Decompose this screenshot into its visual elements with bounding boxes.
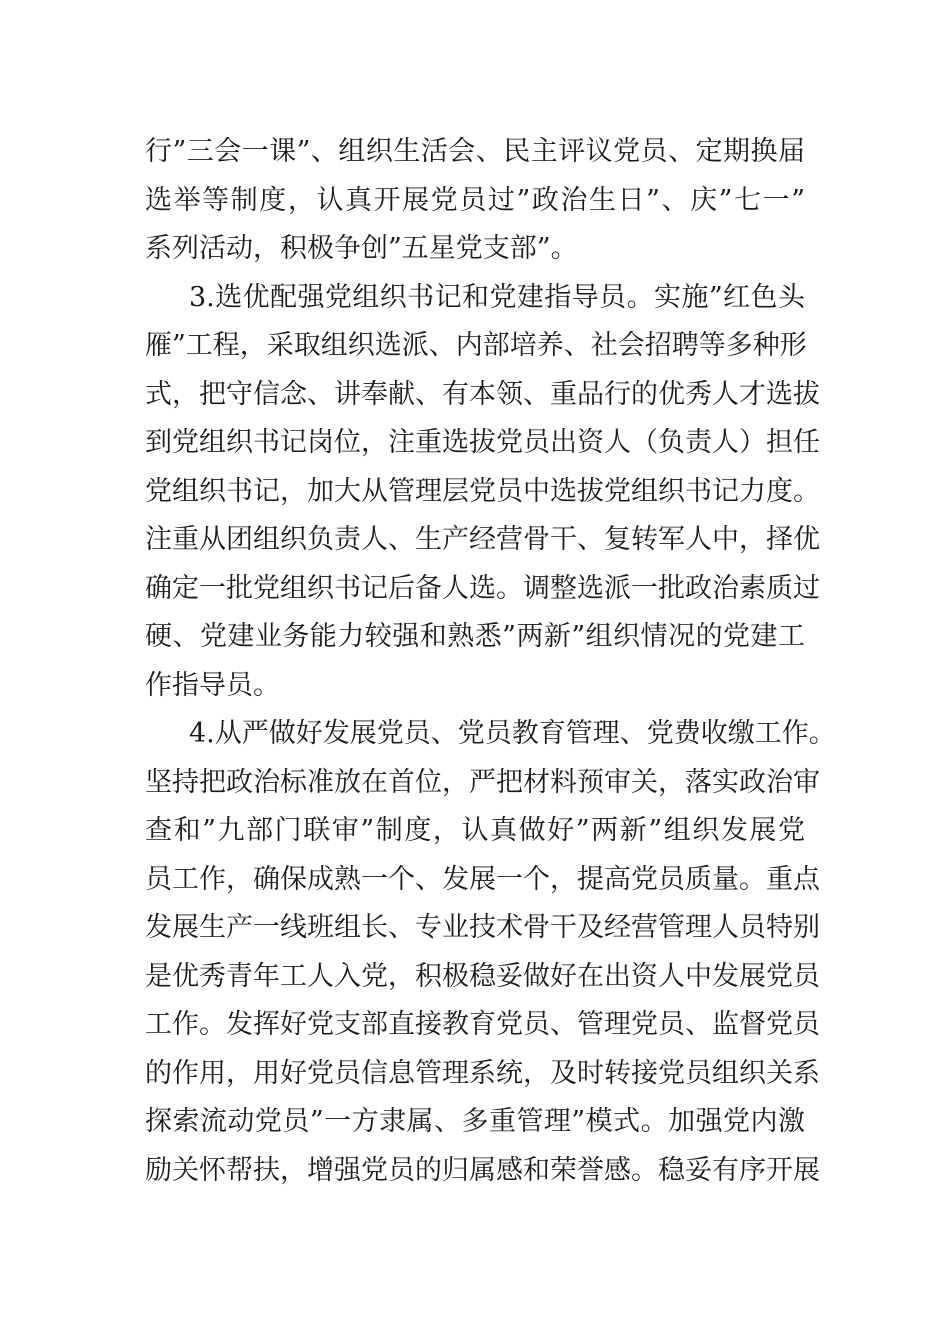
- paragraph-3-line-3: 查和”九部门联审”制度，认真做好”两新”组织发展党: [145, 815, 805, 846]
- paragraph-2-line-8: 硬、党建业务能力较强和熟悉”两新”组织情况的党建工: [145, 621, 805, 652]
- paragraph-2-line-9: 作指导员。: [145, 669, 280, 701]
- paragraph-3-line-8: 的作用，用好党员信息管理系统，及时转接党员组织关系: [145, 1057, 820, 1089]
- paragraph-2-line-2: 雁”工程，采取组织选派、内部培养、社会招聘等多种形: [145, 330, 807, 361]
- paragraph-1-line-1: 行”三会一课”、组织生活会、民主评议党员、定期换届: [145, 136, 805, 167]
- paragraph-2-line-4: 到党组织书记岗位，注重选拔党员出资人（负责人）担任: [145, 427, 820, 458]
- paragraph-1-line-3: 系列活动，积极争创”五星党支部”。: [145, 233, 578, 264]
- paragraph-1-line-2: 选举等制度，认真开展党员过”政治生日”、庆”七一”: [145, 184, 805, 216]
- paragraph-3-line-5: 发展生产一线班组长、专业技术骨干及经营管理人员特别: [145, 912, 820, 943]
- paragraph-3-line-1: 4.从严做好发展党员、党员教育管理、党费收缴工作。: [189, 718, 836, 749]
- paragraph-2-line-7: 确定一批党组织书记后备人选。调整选派一批政治素质过: [145, 572, 820, 604]
- body-text: [145, 128, 836, 1195]
- paragraph-3-line-4: 员工作，确保成熟一个、发展一个，提高党员质量。重点: [145, 863, 820, 895]
- paragraph-3-line-6: 是优秀青年工人入党，积极稳妥做好在出资人中发展党员: [145, 960, 820, 992]
- paragraph-2-line-1: 3.选优配强党组织书记和党建指导员。实施”红色头: [189, 281, 805, 313]
- paragraph-2-line-5: 党组织书记，加大从管理层党员中选拔党组织书记力度。: [145, 475, 820, 507]
- paragraph-2-line-3: 式，把守信念、讲奉献、有本领、重品行的优秀人才选拔: [145, 378, 820, 410]
- paragraph-3-line-10: 励关怀帮扶，增强党员的归属感和荣誉感。稳妥有序开展: [145, 1154, 820, 1186]
- paragraph-3-line-9: 探索流动党员”一方隶属、多重管理”模式。加强党内激: [145, 1106, 805, 1137]
- paragraph-3-line-7: 工作。发挥好党支部直接教育党员、管理党员、监督党员: [145, 1009, 820, 1040]
- paragraph-3-line-2: 坚持把政治标准放在首位，严把材料预审关，落实政治审: [145, 766, 820, 798]
- paragraph-2-line-6: 注重从团组织负责人、生产经营骨干、复转军人中，择优: [145, 524, 820, 555]
